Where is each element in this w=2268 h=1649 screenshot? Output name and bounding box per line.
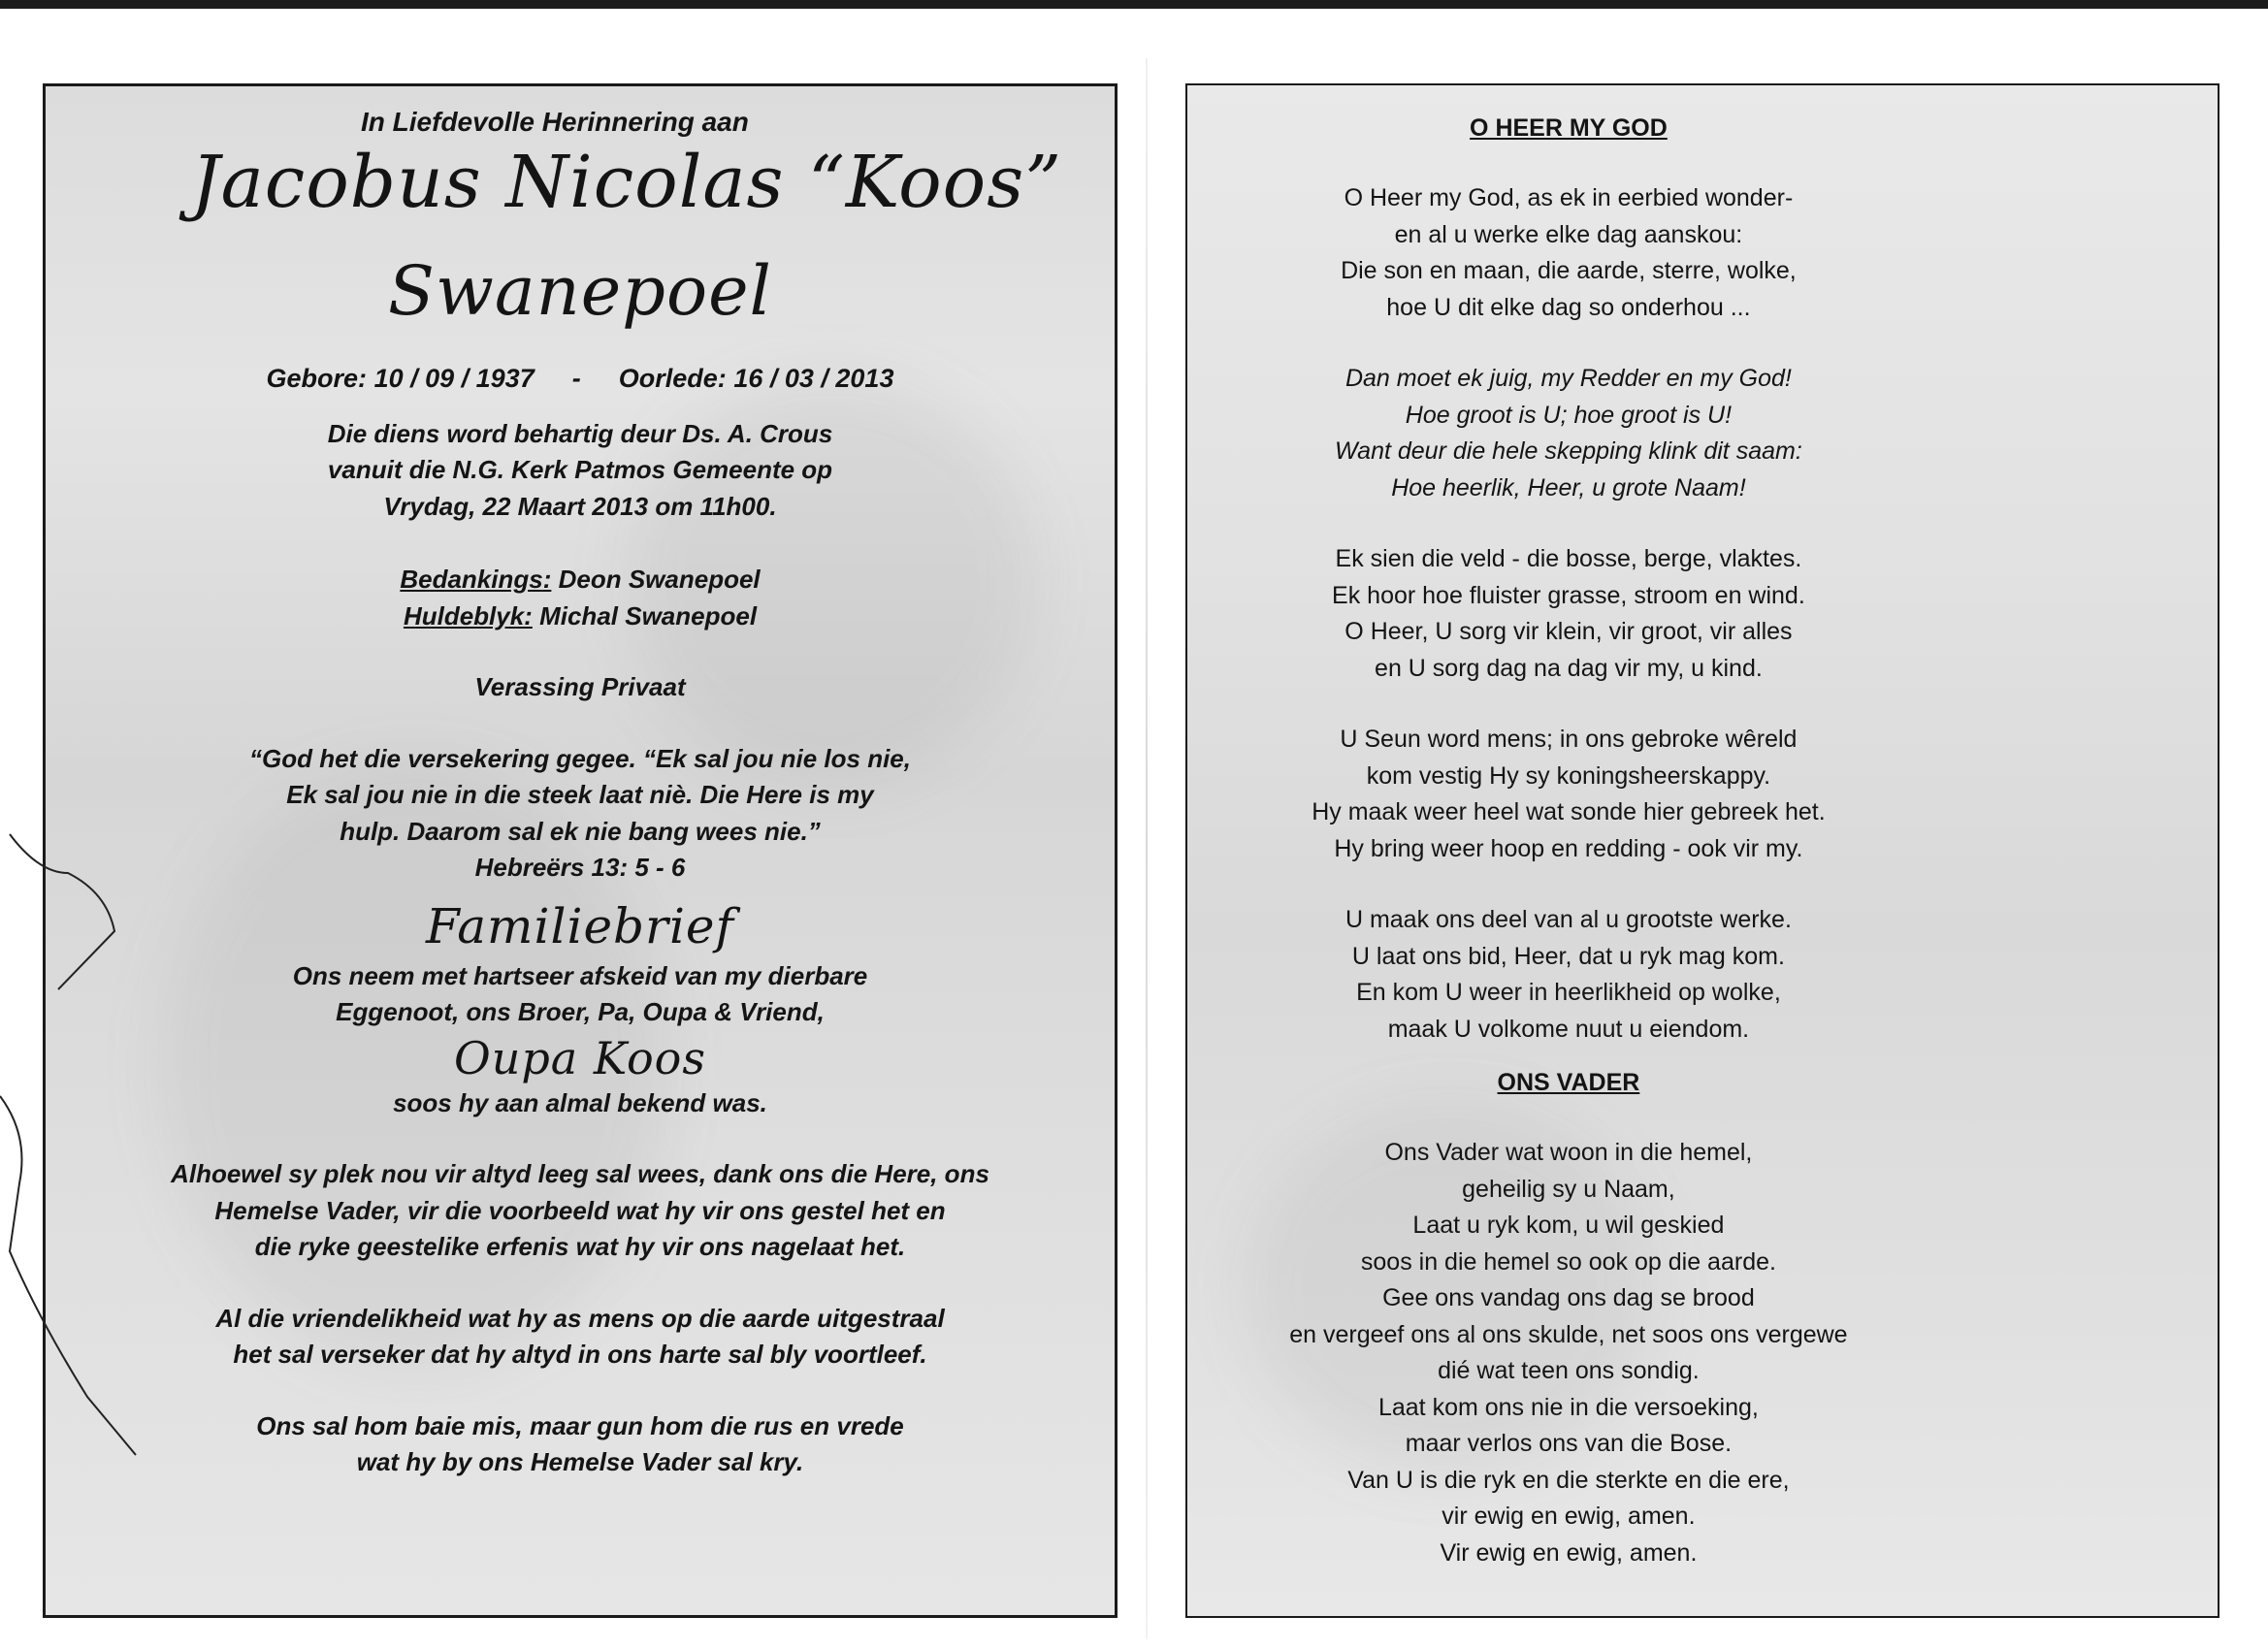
scripture-line: hulp. Daarom sal ek nie bang wees nie.” xyxy=(340,816,821,846)
hymn-line: Ek hoor hoe fluister grasse, stroom en wind. xyxy=(1332,581,1805,609)
died-label: Oorlede: xyxy=(618,363,727,393)
tribute-paragraph-line: Alhoewel sy plek nou vir altyd leeg sal wees, dank ons die Here, ons xyxy=(171,1159,989,1188)
born-date: 10 / 09 / 1937 xyxy=(373,363,535,393)
thanks-row xyxy=(46,562,1115,598)
prayer-line: Laat kom ons nie in die versoeking, xyxy=(1377,1393,1759,1421)
tribute-paragraph-line: het sal verseker dat hy altyd in ons harte sal bly voortleef. xyxy=(233,1340,927,1369)
hymn-title: O HEER MY GOD xyxy=(1470,114,1668,142)
prayer-line: geheilig sy u Naam, xyxy=(1462,1175,1675,1203)
life-dates xyxy=(46,360,1115,397)
scripture-reference: Hebreërs 13: 5 - 6 xyxy=(474,853,686,882)
hymn-line: U maak ons deel van al u grootste werke. xyxy=(1345,906,1792,933)
prayer-line: dié wat teen ons sondig. xyxy=(1438,1357,1700,1384)
tribute-paragraph-line: Al die vriendelikheid wat hy as mens op die aarde uitgestraal xyxy=(215,1303,945,1333)
hymn-line: kom vestig Hy sy koningsheerskappy. xyxy=(1366,761,1771,790)
prayer-title: ONS VADER xyxy=(1497,1069,1640,1096)
service-line: Vrydag, 22 Maart 2013 om 11h00. xyxy=(383,491,777,521)
cremation-note: Verassing Privaat xyxy=(474,672,686,701)
memorial-intro: In Liefdevolle Herinnering aan xyxy=(361,107,749,137)
scripture-line: Ek sal jou nie in die steek laat niè. Die Here is my xyxy=(286,780,874,809)
prayer-line: Gee ons vandag ons dag se brood xyxy=(1382,1284,1755,1311)
tribute-paragraph-line: Hemelse Vader, vir die voorbeeld wat hy vir ons gestel het en xyxy=(214,1195,946,1225)
thanks-label: Bedankings: xyxy=(400,565,552,594)
hymn-chorus-line: Hoe groot is U; hoe groot is U! xyxy=(1405,401,1733,429)
hymn-chorus-line: Dan moet ek juig, my Redder en my God! xyxy=(1345,365,1792,392)
prayer-line: soos in die hemel so ook op die aarde. xyxy=(1360,1247,1776,1276)
family-letter-line: Eggenoot, ons Broer, Pa, Oupa & Vriend, xyxy=(336,997,825,1026)
prayer-line: Laat u ryk kom, u wil geskied xyxy=(1412,1212,1725,1239)
deceased-surname: Swanepoel xyxy=(388,250,772,331)
left-page-content xyxy=(46,86,1115,1481)
hymn-line: en U sorg dag na dag vir my, u kind. xyxy=(1375,654,1763,682)
scan-top-edge xyxy=(0,0,2268,9)
hymn-line: En kom U weer in heerlikheid op wolke, xyxy=(1356,979,1781,1006)
died-date: 16 / 03 / 2013 xyxy=(733,363,894,393)
hymn-line: Hy maak weer heel wat sonde hier gebreek het. xyxy=(1312,798,1826,825)
tribute-name: Michal Swanepoel xyxy=(539,600,758,630)
born-label: Gebore: xyxy=(266,363,368,393)
tribute-row xyxy=(46,598,1115,635)
prayer-line: en vergeef ons al ons skulde, net soos ons vergewe xyxy=(1289,1320,1848,1348)
prayer-line: Vir ewig en ewig, amen. xyxy=(1440,1538,1698,1567)
hymn-line: en al u werke elke dag aanskou: xyxy=(1394,220,1743,248)
hymn-line: Die son en maan, die aarde, sterre, wolke, xyxy=(1341,257,1797,284)
oupa-koos-script: Oupa Koos xyxy=(454,1031,706,1084)
service-line: Die diens word behartig deur Ds. A. Crous xyxy=(327,418,833,448)
right-page xyxy=(1185,83,2219,1618)
hymn-line: O Heer, U sorg vir klein, vir groot, vir alles xyxy=(1345,618,1793,645)
thanks-name: Deon Swanepoel xyxy=(558,565,761,594)
service-line: vanuit die N.G. Kerk Patmos Gemeente op xyxy=(327,455,833,484)
prayer-line: Van U is die ryk en die sterkte en die ere, xyxy=(1347,1466,1790,1494)
right-page-content xyxy=(1228,85,1908,1571)
hymn-line: U Seun word mens; in ons gebroke wêreld xyxy=(1340,726,1798,753)
family-letter-heading: Familiebrief xyxy=(425,897,735,954)
prayer-line: maar verlos ons van die Bose. xyxy=(1405,1430,1733,1457)
family-letter-line: Ons neem met hartseer afskeid van my dierbare xyxy=(292,960,868,990)
prayer-line: vir ewig en ewig, amen. xyxy=(1442,1503,1696,1530)
hymn-line: U laat ons bid, Heer, dat u ryk mag kom. xyxy=(1351,942,1785,970)
tribute-label: Huldeblyk: xyxy=(403,600,533,630)
hymn-line: hoe U dit elke dag so onderhou ... xyxy=(1386,293,1751,321)
hymn-line: Hy bring weer hoop en redding - ook vir my. xyxy=(1334,834,1803,862)
hymn-chorus-line: Want deur die hele skepping klink dit saam: xyxy=(1335,437,1802,465)
hymn-line: Ek sien die veld - die bosse, berge, vlaktes. xyxy=(1335,545,1802,572)
tribute-paragraph-line: wat hy by ons Hemelse Vader sal kry. xyxy=(356,1447,804,1476)
known-as-line: soos hy aan almal bekend was. xyxy=(393,1087,767,1117)
hymn-line: O Heer my God, as ek in eerbied wonder- xyxy=(1344,184,1794,211)
tribute-paragraph-line: die ryke geestelike erfenis wat hy vir ons nagelaat het. xyxy=(254,1232,906,1261)
pen-mark xyxy=(0,815,155,1474)
deceased-name: Jacobus Nicolas “Koos” xyxy=(191,140,1063,224)
left-page xyxy=(43,83,1118,1618)
prayer-line: Ons Vader wat woon in die hemel, xyxy=(1384,1139,1753,1166)
tribute-paragraph-line: Ons sal hom baie mis, maar gun hom die rus en vrede xyxy=(256,1410,904,1440)
scripture-line: “God het die versekering gegee. “Ek sal jou nie los nie, xyxy=(249,743,911,773)
fold-line xyxy=(1146,58,1148,1639)
date-separator: - xyxy=(571,363,581,393)
hymn-chorus-line: Hoe heerlik, Heer, u grote Naam! xyxy=(1391,473,1746,501)
hymn-line: maak U volkome nuut u eiendom. xyxy=(1387,1015,1750,1043)
